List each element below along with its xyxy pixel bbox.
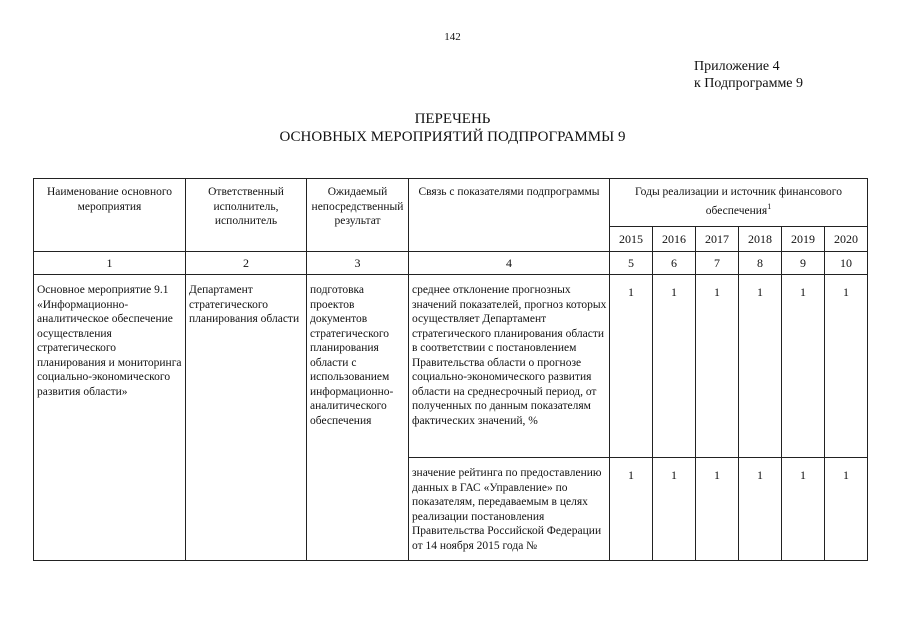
header-executor: Ответственный исполнитель, исполнитель bbox=[186, 179, 307, 252]
indicator-value: 1 bbox=[696, 458, 739, 561]
year-2015: 2015 bbox=[610, 227, 653, 252]
appendix-line-1: Приложение 4 bbox=[694, 59, 780, 74]
header-years-group bbox=[610, 179, 868, 227]
col-number: 2 bbox=[186, 252, 307, 275]
indicator-text: значение рейтинга по предоставлению данных в ГАС «Управление» по показателям, передаваемым в целях реализации постановления Правительства Российской Федерации от 14 ноября 2015 года № bbox=[409, 458, 610, 561]
col-number: 7 bbox=[696, 252, 739, 275]
appendix-line-2: к Подпрограмме 9 bbox=[694, 76, 804, 91]
indicator-value: 1 bbox=[739, 458, 782, 561]
measure-name: Основное мероприятие 9.1 «Информационно-аналитическое обеспечение осуществления стратегического планирования и мониторинга социально-экономического развития области» bbox=[34, 275, 186, 561]
expected-result: подготовка проектов документов стратегического планирования области с использованием информационно-аналитического обеспечения bbox=[307, 275, 409, 561]
column-numbering-row bbox=[34, 252, 868, 275]
table-row bbox=[34, 275, 868, 458]
header-result: Ожидаемый непосредственный результат bbox=[307, 179, 409, 252]
appendix-reference bbox=[694, 58, 803, 92]
executor: Департамент стратегического планирования области bbox=[186, 275, 307, 561]
col-number: 3 bbox=[307, 252, 409, 275]
col-number: 9 bbox=[782, 252, 825, 275]
year-2018: 2018 bbox=[739, 227, 782, 252]
col-number: 4 bbox=[409, 252, 610, 275]
header-indicators: Связь с показателями подпрограммы bbox=[409, 179, 610, 252]
col-number: 5 bbox=[610, 252, 653, 275]
year-2020: 2020 bbox=[825, 227, 868, 252]
col-number: 6 bbox=[653, 252, 696, 275]
indicator-value: 1 bbox=[610, 275, 653, 458]
measures-table bbox=[33, 178, 868, 561]
year-2019: 2019 bbox=[782, 227, 825, 252]
col-number: 8 bbox=[739, 252, 782, 275]
year-2016: 2016 bbox=[653, 227, 696, 252]
title-line-1: ПЕРЕЧЕНЬ bbox=[414, 111, 491, 127]
page-number: 142 bbox=[444, 31, 461, 43]
document-title bbox=[0, 110, 905, 146]
indicator-value: 1 bbox=[696, 275, 739, 458]
col-number: 10 bbox=[825, 252, 868, 275]
indicator-value: 1 bbox=[653, 275, 696, 458]
col-number: 1 bbox=[34, 252, 186, 275]
header-measure: Наименование основного мероприятия bbox=[34, 179, 186, 252]
indicator-value: 1 bbox=[653, 458, 696, 561]
header-years-group-text: Годы реализации и источник финансового обеспечения bbox=[635, 186, 842, 217]
indicator-value: 1 bbox=[610, 458, 653, 561]
indicator-value: 1 bbox=[739, 275, 782, 458]
title-line-2: ОСНОВНЫХ МЕРОПРИЯТИЙ ПОДПРОГРАММЫ 9 bbox=[279, 129, 626, 145]
indicator-value: 1 bbox=[782, 458, 825, 561]
year-2017: 2017 bbox=[696, 227, 739, 252]
header-row bbox=[34, 179, 868, 227]
indicator-text: среднее отклонение прогнозных значений показателей, прогноз которых осуществляет Департамент стратегического планирования области в соответствии с постановлением Правительства области о прогнозе социально-экономического развития области на среднесрочный период, от полученных по данным показателям фактических значений, % bbox=[409, 275, 610, 458]
indicator-value: 1 bbox=[782, 275, 825, 458]
footnote-marker: 1 bbox=[767, 201, 772, 211]
indicator-value: 1 bbox=[825, 275, 868, 458]
indicator-value: 1 bbox=[825, 458, 868, 561]
